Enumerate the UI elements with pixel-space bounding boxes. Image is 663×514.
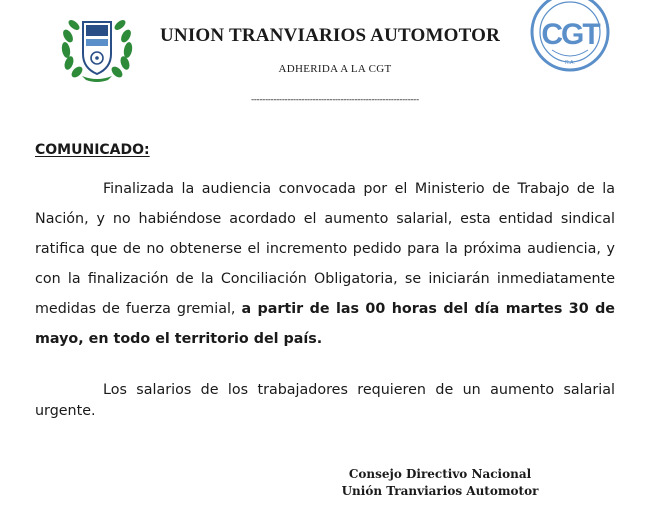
signature-line-union: Unión Tranviarios Automotor [341,484,539,498]
svg-text:R.A.: R.A. [565,60,575,66]
svg-text:CGT: CGT [541,18,599,51]
signature-line-council: Consejo Directivo Nacional [348,467,532,481]
document-heading: COMUNICADO: [35,142,150,158]
cgt-seal-icon [530,0,614,74]
signature-block [300,466,580,500]
org-title: UNION TRANVIARIOS AUTOMOTOR [160,25,501,46]
affiliation-subtitle: ADHERIDA A LA CGT [278,63,392,75]
main-paragraph-emphasis: a partir de las 00 horas del día martes 30 de mayo, en todo el territorio del país. [35,301,616,347]
header-separator: ------------------------------------------------------------ [251,94,419,104]
salary-paragraph: Los salarios de los trabajadores requieren de un aumento salarial urgente. [35,382,615,419]
main-paragraph [35,174,615,354]
main-paragraph-text: Finalizada la audiencia convocada por el Ministerio de Trabajo de la Nación, y no habiéndose acordado el aumento salarial, esta entidad sindical ratifica que de no obtenerse el incremento pedido para la próxima audiencia, y con la finalización de la Conciliación Obligatoria, se iniciarán inmediatamente medidas de fuerza gremial, [35,181,615,317]
uta-wreath-emblem-icon [58,12,136,82]
